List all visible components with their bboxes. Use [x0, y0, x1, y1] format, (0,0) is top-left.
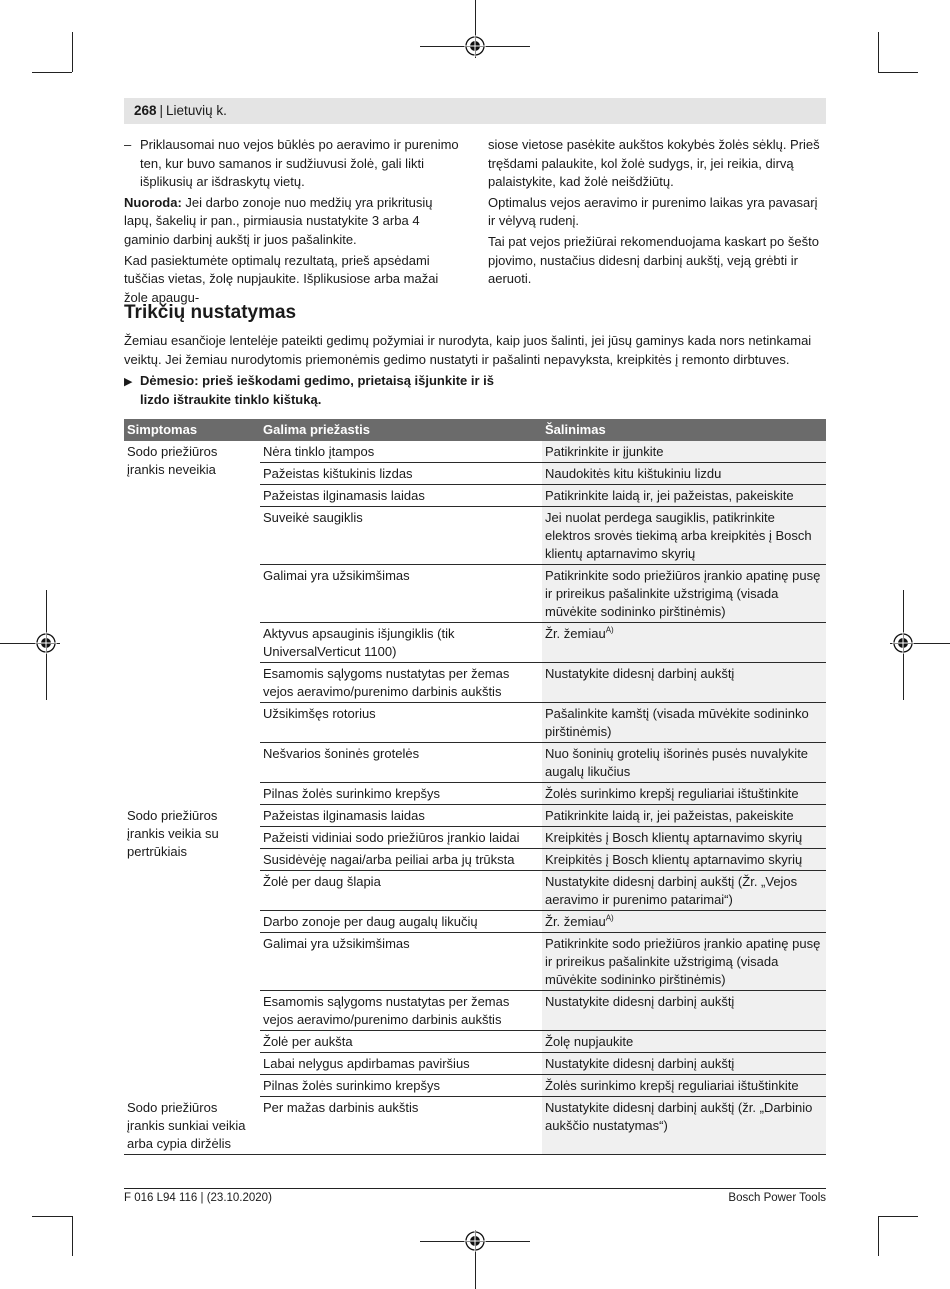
- remedy-cell: [542, 565, 826, 623]
- cause-cell: Suveikė saugiklis: [260, 507, 542, 565]
- crop-mark: [72, 32, 73, 72]
- remedy-cell: [542, 805, 826, 827]
- warning-note: [124, 372, 524, 409]
- cause-cell: Galimai yra užsikimšimas: [260, 565, 542, 623]
- section-intro: Žemiau esančioje lentelėje pateikti gedimų požymiai ir nurodyta, kaip juos šalinti, jei jūsų gaminys kada nors netinkamai veiktų. Jei žemiau nurodytomis priemonėmis gedimo nustatyti ir pašalinti nepavyksta, kreipkitės į remonto dirbtuves.: [124, 333, 812, 367]
- intro-paragraph: siose vietose pasėkite aukštos kokybės žolės sėklų. Prieš tręšdami palaukite, kol žolė sudygs, ir, jei reikia, dirvą palaistykite, kad žolė neišdžiūtų.: [488, 137, 820, 190]
- remedy-text: Žolę nupjaukite: [545, 1034, 634, 1049]
- table-row: [124, 441, 826, 463]
- remedy-cell: [542, 849, 826, 871]
- remedy-cell: [542, 871, 826, 911]
- cause-cell: Galimai yra užsikimšimas: [260, 933, 542, 991]
- page-header: [124, 98, 826, 124]
- cause-cell: Pažeisti vidiniai sodo priežiūros įrankio laidai: [260, 827, 542, 849]
- remedy-cell: [542, 1075, 826, 1097]
- warning-marker-icon: ▶: [124, 376, 133, 388]
- cause-cell: Esamomis sąlygoms nustatytas per žemas vejos aeravimo/purenimo darbinis aukštis: [260, 991, 542, 1031]
- header-remedy: Šalinimas: [542, 419, 826, 441]
- list-dash: –: [124, 137, 132, 152]
- crop-mark: [32, 72, 72, 73]
- registration-mark-icon: [464, 1230, 486, 1252]
- footnote-marker: A): [605, 625, 614, 635]
- intro-paragraph: Optimalus vejos aeravimo ir purenimo laikas yra pavasarį ir vėlyvą rudenį.: [488, 194, 818, 229]
- cause-cell: Esamomis sąlygoms nustatytas per žemas vejos aeravimo/purenimo darbinis aukštis: [260, 663, 542, 703]
- intro-paragraph: Tai pat vejos priežiūrai rekomenduojama kaskart po šešto pjovimo, nustačius didesnį darbinį aukštį, veją grėbti ir aeruoti.: [488, 233, 819, 287]
- symptom-cell: Sodo priežiūros įrankis sunkiai veikia arba cypia diržėlis: [124, 1097, 260, 1155]
- remedy-cell: [542, 743, 826, 783]
- table-row: [124, 1097, 826, 1155]
- intro-right-column: [488, 136, 826, 291]
- list-item-text: Priklausomai nuo vejos būklės po aeravimo ir purenimo ten, kur buvo samanos ir sudžiuvusi žolė, gali likti išplikusių ar išdraskytų vietų.: [140, 137, 459, 190]
- cause-cell: Darbo zonoje per daug augalų likučių: [260, 911, 542, 933]
- cause-cell: Labai nelygus apdirbamas paviršius: [260, 1053, 542, 1075]
- troubleshooting-table: [124, 419, 826, 1155]
- cause-cell: Per mažas darbinis aukštis: [260, 1097, 542, 1155]
- cause-cell: Nešvarios šoninės grotelės: [260, 743, 542, 783]
- footnote-marker: A): [605, 913, 614, 923]
- remedy-cell: [542, 703, 826, 743]
- remedy-cell: [542, 485, 826, 507]
- remedy-cell: [542, 663, 826, 703]
- footer-doc-code: F 016 L94 116 | (23.10.2020): [124, 1192, 272, 1204]
- list-item: [124, 136, 462, 192]
- symptom-cell: Sodo priežiūros įrankis neveikia: [127, 444, 218, 477]
- cause-cell: Pilnas žolės surinkimo krepšys: [260, 1075, 542, 1097]
- remedy-cell: [542, 991, 826, 1031]
- remedy-text: Pašalinkite kamštį (visada mūvėkite sodininko pirštinėmis): [545, 706, 809, 739]
- cause-cell: Užsikimšęs rotorius: [260, 703, 542, 743]
- cause-cell: Žolė per aukšta: [260, 1031, 542, 1053]
- cause-cell: Pažeistas kištukinis lizdas: [260, 463, 542, 485]
- registration-mark-icon: [892, 632, 914, 654]
- remedy-text: Patikrinkite ir įjunkite: [545, 444, 664, 459]
- note-paragraph: [124, 194, 462, 250]
- intro-left-column: [124, 136, 462, 309]
- remedy-cell: [542, 1097, 826, 1155]
- remedy-text: Nustatykite didesnį darbinį aukštį: [545, 1056, 735, 1071]
- remedy-text: Kreipkitės į Bosch klientų aptarnavimo skyrių: [545, 830, 803, 845]
- table-body: [124, 441, 826, 1154]
- symptom-cell: Sodo priežiūros įrankis veikia su pertrūkiais: [127, 807, 219, 859]
- remedy-cell: [542, 827, 826, 849]
- footer-rule: [124, 1188, 826, 1189]
- remedy-text: Nustatykite didesnį darbinį aukštį (Žr. „Vejos aeravimo ir purenimo patarimai“): [545, 874, 798, 907]
- warning-text: Dėmesio: prieš ieškodami gedimo, prietaisą išjunkite ir iš lizdo ištraukite tinklo kištuką.: [140, 373, 495, 407]
- cause-cell: Pažeistas ilginamasis laidas: [260, 805, 542, 827]
- footer-brand: Bosch Power Tools: [728, 1192, 826, 1204]
- intro-paragraph: Kad pasiektumėte optimalų rezultatą, prieš apsėdami tuščias vietas, žolę nupjaukite. Išplikusiose arba mažai žole apaugu-: [124, 252, 439, 305]
- note-text: Jei darbo zonoje nuo medžių yra prikritusių lapų, šakelių ir pan., pirmiausia nustatykite 3 arba 4 gaminio darbinį aukštį ir juos pašalinkite.: [124, 194, 433, 247]
- remedy-text: Patikrinkite sodo priežiūros įrankio apatinę pusę ir prireikus pašalinkite užstrigimą (visada mūvėkite sodininko pirštinėmis): [545, 568, 821, 619]
- section-title: Trikčių nustatymas: [124, 302, 297, 323]
- remedy-text: Naudokitės kitu kištukiniu lizdu: [545, 466, 722, 481]
- cause-cell: Nėra tinklo įtampos: [260, 441, 542, 463]
- header-separator: |: [159, 103, 164, 118]
- note-label: Nuoroda:: [124, 194, 182, 210]
- remedy-text: Žr. žemiau: [545, 626, 606, 641]
- crop-mark: [878, 1216, 918, 1217]
- remedy-text: Patikrinkite laidą ir, jei pažeistas, pakeiskite: [545, 808, 794, 823]
- remedy-cell: [542, 911, 826, 933]
- table-header-row: [124, 419, 826, 441]
- remedy-text: Jei nuolat perdega saugiklis, patikrinkite elektros srovės tiekimą arba kreipkitės į Bosch klientų aptarnavimo skyrių: [545, 510, 812, 561]
- crop-mark: [878, 72, 918, 73]
- remedy-text: Žolės surinkimo krepšį reguliariai ištuštinkite: [545, 1078, 799, 1093]
- remedy-cell: [542, 623, 826, 663]
- cause-cell: Susidėvėję nagai/arba peiliai arba jų trūksta: [260, 849, 542, 871]
- remedy-cell: [542, 507, 826, 565]
- remedy-cell: [542, 933, 826, 991]
- header-symptom: Simptomas: [124, 419, 260, 441]
- remedy-text: Žr. žemiau: [545, 914, 606, 929]
- remedy-text: Nustatykite didesnį darbinį aukštį: [545, 994, 735, 1009]
- registration-mark-icon: [35, 632, 57, 654]
- registration-mark-icon: [464, 35, 486, 57]
- crop-mark: [72, 1216, 73, 1256]
- remedy-cell: [542, 441, 826, 463]
- cause-cell: Aktyvus apsauginis išjungiklis (tik UniversalVerticut 1100): [260, 623, 542, 663]
- crop-mark: [878, 1216, 879, 1256]
- crop-mark: [32, 1216, 72, 1217]
- cause-cell: Pilnas žolės surinkimo krepšys: [260, 783, 542, 805]
- remedy-text: Nuo šoninių grotelių išorinės pusės nuvalykite augalų likučius: [545, 746, 809, 779]
- cause-cell: Žolė per daug šlapia: [260, 871, 542, 911]
- table-row: [124, 805, 826, 827]
- remedy-text: Kreipkitės į Bosch klientų aptarnavimo skyrių: [545, 852, 803, 867]
- header-cause: Galima priežastis: [260, 419, 542, 441]
- remedy-cell: [542, 783, 826, 805]
- cause-cell: Pažeistas ilginamasis laidas: [260, 485, 542, 507]
- crop-mark: [878, 32, 879, 72]
- remedy-text: Nustatykite didesnį darbinį aukštį (žr. „Darbinio aukščio nustatymas“): [545, 1100, 813, 1133]
- remedy-text: Nustatykite didesnį darbinį aukštį: [545, 666, 735, 681]
- remedy-text: Patikrinkite sodo priežiūros įrankio apatinę pusę ir prireikus pašalinkite užstrigimą (visada mūvėkite sodininko pirštinėmis): [545, 936, 821, 987]
- remedy-cell: [542, 1053, 826, 1075]
- header-language: Lietuvių k.: [166, 103, 227, 118]
- remedy-cell: [542, 463, 826, 485]
- page-number: 268: [134, 103, 157, 118]
- remedy-text: Žolės surinkimo krepšį reguliariai ištuštinkite: [545, 786, 799, 801]
- remedy-text: Patikrinkite laidą ir, jei pažeistas, pakeiskite: [545, 488, 794, 503]
- remedy-cell: [542, 1031, 826, 1053]
